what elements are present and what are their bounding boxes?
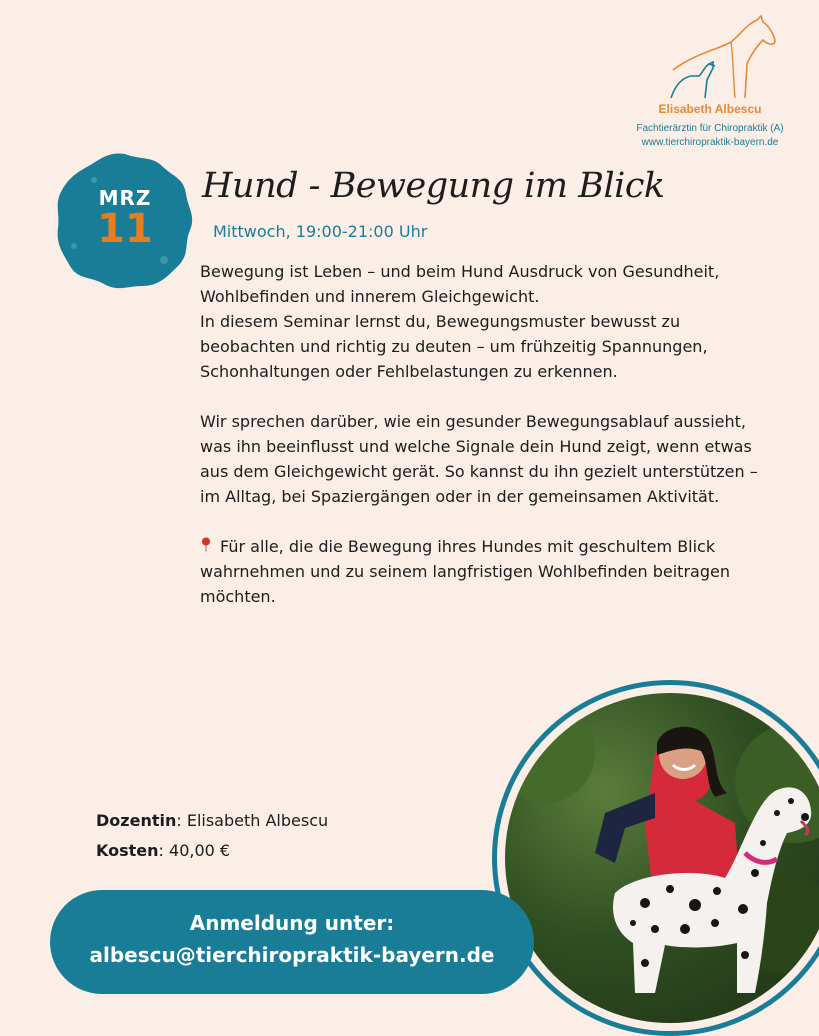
woman-with-dalmatian-image xyxy=(505,693,819,1023)
horse-dog-logo-icon xyxy=(669,14,779,100)
event-time: Mittwoch, 19:00-21:00 Uhr xyxy=(213,222,428,241)
event-title: Hund - Bewegung im Blick xyxy=(202,166,665,206)
lecturer-value: : Elisabeth Albescu xyxy=(176,811,329,830)
lecturer-label: Dozentin xyxy=(96,811,177,830)
cost-value: : 40,00 € xyxy=(158,841,231,860)
lecturer-photo xyxy=(492,680,819,1036)
map-pin-icon xyxy=(201,535,212,558)
description-paragraph-3 xyxy=(200,534,770,609)
event-info xyxy=(96,806,328,866)
description-text-3: Für alle, die die Bewegung ihres Hundes mit geschultem Blick wahrnehmen und zu seinem langfristigen Wohlbefinden beitragen möchten. xyxy=(200,537,730,606)
registration-banner[interactable] xyxy=(50,890,534,994)
cost-row xyxy=(96,836,328,866)
description-paragraph-2: Wir sprechen darüber, wie ein gesunder Bewegungsablauf aussieht, was ihn beeinflusst und welche Signale dein Hund zeigt, wenn etwas aus dem Gleichgewicht gerät. So kannst du ihn gezielt unterstützen – im Alltag, bei Spaziergängen oder in der gemeinsamen Aktivität. xyxy=(200,412,758,506)
description-text-1b: In diesem Seminar lernst du, Bewegungsmuster bewusst zu beobachten und richtig zu deuten – um frühzeitig Spannungen, Schonhaltungen oder Fehlbelastungen zu erkennen. xyxy=(200,312,708,381)
logo-subtitle-text: Fachtierärztin für Chiropraktik (A) xyxy=(636,123,784,134)
photo-content xyxy=(505,693,819,1023)
description-paragraph-1 xyxy=(200,259,770,384)
logo-website[interactable]: www.tierchiropraktik-bayern.de xyxy=(641,137,779,148)
registration-email-link[interactable]: albescu@tierchiropraktik-bayern.de xyxy=(89,943,495,967)
brand-logo xyxy=(625,14,795,154)
date-badge xyxy=(54,150,196,292)
badge-month: MRZ xyxy=(98,186,152,210)
logo-subtitle xyxy=(625,122,795,150)
description-text-1a: Bewegung ist Leben – und beim Hund Ausdruck von Gesundheit, Wohlbefinden und innerem Gleichgewicht. xyxy=(200,262,720,306)
logo-name: Elisabeth Albescu xyxy=(658,102,762,116)
registration-label: Anmeldung unter: xyxy=(189,911,395,935)
lecturer-row xyxy=(96,806,328,836)
badge-day: 11 xyxy=(97,206,153,252)
event-description xyxy=(200,259,770,634)
cost-label: Kosten xyxy=(96,841,159,860)
